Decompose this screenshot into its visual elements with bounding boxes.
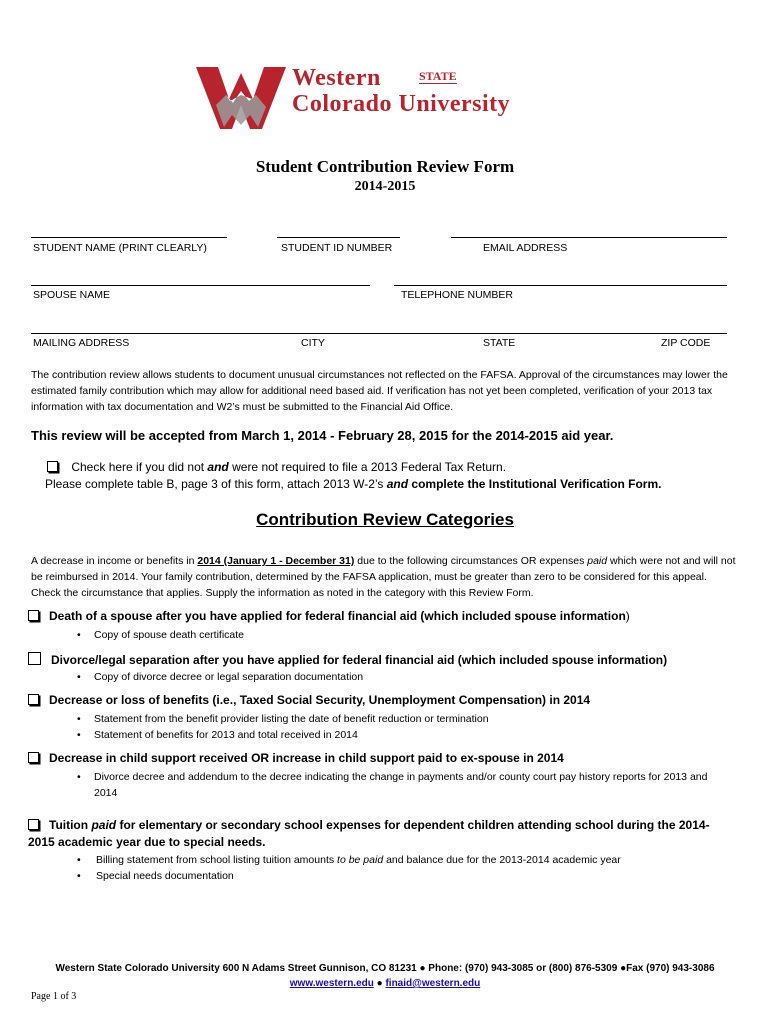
category-5-bullets bbox=[77, 852, 621, 884]
student-name-label: STUDENT NAME (PRINT CLEARLY) bbox=[33, 242, 207, 254]
category-checkbox[interactable] bbox=[28, 610, 39, 621]
list-item: • Copy of spouse death certificate bbox=[77, 627, 244, 643]
mailing-address-line[interactable] bbox=[31, 333, 727, 334]
footer-links bbox=[0, 978, 770, 989]
list-item bbox=[77, 852, 621, 868]
category-divorce bbox=[28, 652, 667, 667]
category-title-post: for elementary or secondary school expenses for dependent children attending school during the 2014-2015 academic year due to special needs. bbox=[28, 818, 710, 849]
category-1-bullets bbox=[77, 627, 244, 643]
category-checkbox[interactable] bbox=[28, 819, 39, 830]
mailing-address-label: MAILING ADDRESS bbox=[33, 337, 130, 349]
bullet-em: to be paid bbox=[337, 854, 384, 866]
email-line[interactable] bbox=[451, 237, 727, 238]
list-item: • Divorce decree and addendum to the decree indicating the change in payments and/or county court pay history reports for 2013 and 2014 bbox=[77, 769, 727, 801]
category-tuition bbox=[28, 817, 728, 851]
category-child-support bbox=[28, 751, 564, 765]
category-benefits bbox=[28, 693, 590, 707]
zip-label: ZIP CODE bbox=[661, 337, 711, 349]
category-title: Decrease in child support received OR increase in child support paid to ex-spouse in 2014 bbox=[49, 751, 564, 765]
category-2-bullets bbox=[77, 669, 363, 685]
student-name-line[interactable] bbox=[31, 237, 227, 238]
tax-line1-post: were not required to file a 2013 Federal Tax Return. bbox=[228, 460, 507, 474]
form-years: 2014-2015 bbox=[354, 179, 416, 194]
category-checkbox[interactable] bbox=[28, 752, 39, 763]
state-label: STATE bbox=[483, 337, 516, 349]
spouse-name-label: SPOUSE NAME bbox=[33, 289, 111, 301]
category-title-em: paid bbox=[91, 818, 117, 832]
email-label: EMAIL ADDRESS bbox=[483, 242, 568, 254]
section-heading: Contribution Review Categories bbox=[256, 510, 514, 529]
telephone-label: TELEPHONE NUMBER bbox=[401, 289, 514, 301]
category-title: Divorce/legal separation after you have applied for federal financial aid (which included spouse information) bbox=[51, 653, 668, 667]
acceptance-dates: This review will be accepted from March 1, 2014 - February 28, 2015 for the 2014-2015 aid year. bbox=[31, 428, 614, 443]
category-title-tail: ) bbox=[625, 609, 630, 623]
logo-western-text: Western bbox=[292, 65, 381, 91]
category-checkbox[interactable] bbox=[28, 694, 39, 705]
w-mark-icon bbox=[196, 65, 286, 131]
tax-line1-em: and bbox=[207, 460, 229, 474]
university-logo bbox=[196, 65, 596, 135]
list-item: • Copy of divorce decree or legal separation documentation bbox=[77, 669, 363, 685]
spouse-name-line[interactable] bbox=[31, 285, 370, 286]
intro-paragraph: The contribution review allows students to document unusual circumstances not reflected on the FAFSA. Approval of the circumstances may lower the estimated family contribution which may allow for additional need based aid. If verification has not yet been completed, verification of your 2013 tax information with tax documentation and W2’s must be submitted to the Financial Aid Office. bbox=[31, 369, 728, 413]
category-title: Death of a spouse after you have applied for federal financial aid (which included spouse information bbox=[49, 609, 626, 623]
category-3-bullets bbox=[77, 711, 489, 743]
list-item: • Statement from the benefit provider listing the date of benefit reduction or termination bbox=[77, 711, 489, 727]
logo-colorado-text: Colorado University bbox=[292, 91, 511, 117]
telephone-line[interactable] bbox=[394, 285, 727, 286]
tax-line2-em: and bbox=[386, 477, 409, 491]
para-range: 2014 (January 1 - December 31) bbox=[197, 555, 355, 567]
page-number: Page 1 of 3 bbox=[31, 991, 77, 1002]
list-item: • Special needs documentation bbox=[77, 868, 621, 884]
student-id-line[interactable] bbox=[277, 237, 400, 238]
email-link[interactable]: finaid@western.edu bbox=[385, 978, 481, 989]
para-em: paid bbox=[587, 555, 608, 567]
tax-line1-pre: Check here if you did not bbox=[71, 460, 208, 474]
tax-line2-post: complete the Institutional Verification Form. bbox=[408, 477, 662, 491]
category-title-pre: Tuition bbox=[49, 818, 92, 832]
form-title: Student Contribution Review Form bbox=[255, 157, 515, 176]
category-spouse-death bbox=[28, 609, 630, 623]
website-link[interactable]: www.western.edu bbox=[289, 978, 374, 989]
category-checkbox[interactable] bbox=[28, 652, 41, 665]
category-4-bullets bbox=[77, 769, 727, 801]
bullet-text: Billing statement from school listing tuition amounts bbox=[96, 854, 338, 866]
city-label: CITY bbox=[301, 337, 325, 349]
logo-state-text: STATE bbox=[419, 69, 457, 83]
no-tax-return-checkbox[interactable] bbox=[47, 461, 58, 472]
categories-intro bbox=[31, 553, 736, 601]
para-mid: due to the following circumstances OR expenses bbox=[354, 555, 588, 567]
para-pre: A decrease in income or benefits in bbox=[31, 555, 198, 567]
list-item: • Statement of benefits for 2013 and total received in 2014 bbox=[77, 727, 489, 743]
bullet-post: and balance due for the 2013-2014 academic year bbox=[383, 854, 621, 866]
footer-sep: ● bbox=[373, 978, 386, 989]
footer-address: Western State Colorado University 600 N Adams Street Gunnison, CO 81231 ● Phone: (970) 943-3085 or (800) 876-5309 ●Fax (970) 943-3086 bbox=[55, 963, 715, 974]
no-tax-return-block bbox=[47, 459, 661, 493]
student-id-label: STUDENT ID NUMBER bbox=[281, 242, 393, 254]
tax-line2-pre: Please complete table B, page 3 of this form, attach 2013 W-2’s bbox=[45, 477, 387, 491]
category-title: Decrease or loss of benefits (i.e., Taxed Social Security, Unemployment Compensation) in 2014 bbox=[49, 693, 591, 707]
para-post: which were not and will not be reimbursed in 2014. Your family contribution, determined by the FAFSA application, must be greater than zero to be considered for this appeal. Check the circumstance that applies. Supply the information as noted in the category with this Review Form. bbox=[31, 555, 736, 599]
